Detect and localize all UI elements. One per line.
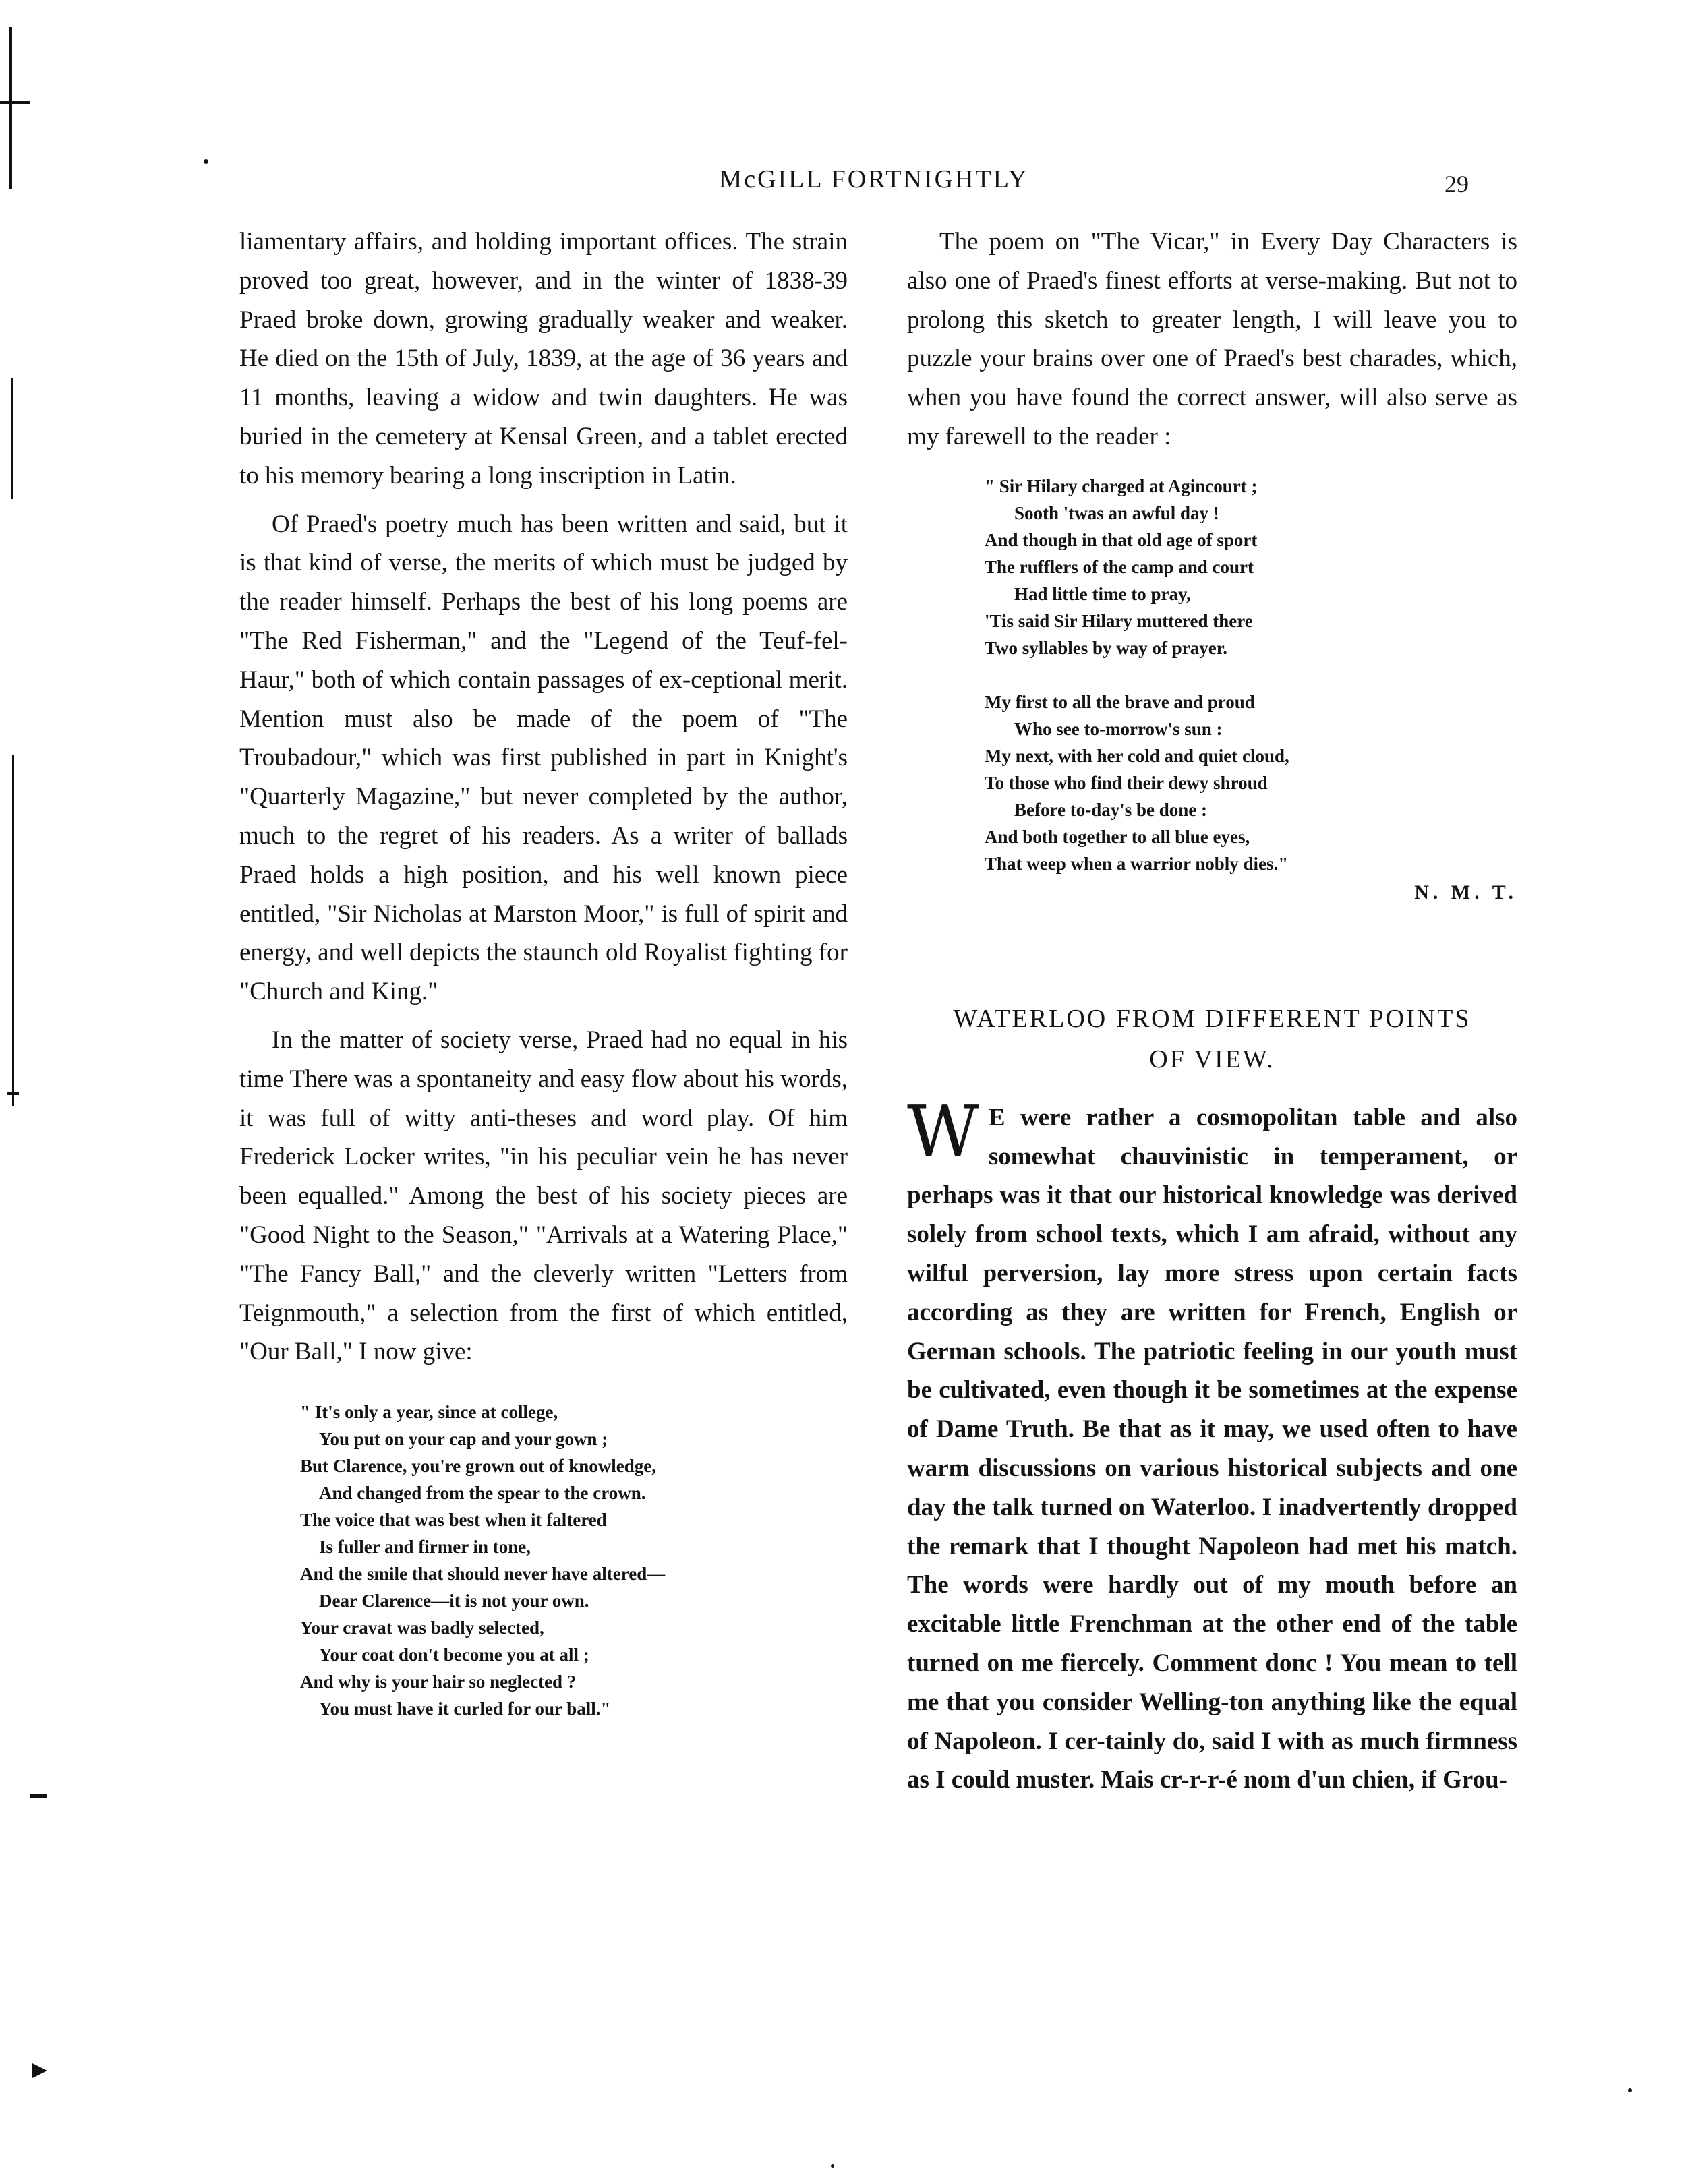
author-signature: N. M. T. xyxy=(1414,881,1517,904)
verse-line: You must have it curled for our ball." xyxy=(319,1699,611,1719)
margin-arrow xyxy=(30,1794,47,1798)
verse-line: Two syllables by way of prayer. xyxy=(985,637,1228,658)
page-number: 29 xyxy=(1445,171,1469,198)
paragraph-praed-death: liamentary affairs, and holding important offices. The strain proved too great, however, and in the winter of 1838-39 Praed broke down, growing gradually weaker and weaker. He died on the 15th of July, 1839, at the age of 36 years and 11 months, leaving a widow and twin daughters. He was buried in the cemetery at Kensal Green, and a tablet erected to his memory bearing a long inscription in Latin. xyxy=(239,228,848,490)
article-title-line-2: OF VIEW. xyxy=(1149,1044,1275,1073)
article-body xyxy=(907,1090,1517,1800)
verse-line: Your coat don't become you at all ; xyxy=(319,1645,589,1665)
margin-tick xyxy=(0,101,30,104)
verse-line: " It's only a year, since at college, xyxy=(300,1402,558,1423)
verse-line: My next, with her cold and quiet cloud, xyxy=(985,745,1289,766)
verse-line: The rufflers of the camp and court xyxy=(985,556,1254,577)
verse-line: Who see to-morrow's sun : xyxy=(1014,718,1223,739)
verse-line: To those who find their dewy shroud xyxy=(985,772,1268,793)
left-column xyxy=(239,223,848,1722)
verse-line: And changed from the spear to the crown. xyxy=(319,1483,646,1504)
verse-line: Sooth 'twas an awful day ! xyxy=(1014,502,1219,523)
verse-line: Dear Clarence—it is not your own. xyxy=(319,1591,589,1612)
right-column xyxy=(907,223,1517,1800)
article-title xyxy=(907,999,1517,1080)
verse-line: Had little time to pray, xyxy=(1014,583,1191,604)
verse-line: 'Tis said Sir Hilary muttered there xyxy=(985,610,1253,631)
verse-line: And why is your hair so neglected ? xyxy=(300,1672,577,1692)
margin-rule-mid xyxy=(11,378,13,499)
margin-rule-top xyxy=(9,27,12,189)
margin-triangle xyxy=(32,2063,47,2078)
verse-line: Your cravat was badly selected, xyxy=(300,1618,544,1639)
poem-our-ball xyxy=(300,1398,848,1722)
verse-line: My first to all the brave and proud xyxy=(985,691,1255,712)
verse-line: But Clarence, you're grown out of knowledge, xyxy=(300,1456,657,1477)
margin-dash xyxy=(7,1092,19,1095)
margin-rule-lower xyxy=(12,755,14,1106)
paragraph-society-verse: In the matter of society verse, Praed had no equal in his time There was a spontaneity and easy flow about his words, it was full of witty anti-theses and word play. Of him Frederick Locker writes, "in his peculiar vein he has never been equalled." Among the best of his society pieces are "Good Night to the Season," "Arrivals at a Watering Place," "The Fancy Ball," and the cleverly written "Letters from Teignmouth," a selection from the first of which entitled, "Our Ball," I now give: xyxy=(239,1026,848,1366)
verse-line: And the smile that should never have altered— xyxy=(300,1564,666,1585)
verse-line: That weep when a warrior nobly dies." xyxy=(985,853,1289,874)
stanza-gap xyxy=(985,661,1517,688)
drop-cap: W xyxy=(907,1090,979,1173)
speck-dot-right xyxy=(1628,2088,1632,2092)
paragraph-waterloo: E were rather a cosmopolitan table and also somewhat chauvinistic in temperament, or perhaps was it that our historical knowledge was derived solely from school texts, which I am afraid, without any wilful perversion, lay more stress upon certain facts according as they are written for French, English or German schools. The patriotic feeling in our youth must be cultivated, even though it be sometimes at the expense of Dame Truth. Be that as it may, we used often to have warm discussions on various historical subjects and one day the talk turned on Waterloo. I inadvertently dropped the remark that I thought Napoleon had met his match. The words were hardly out of my mouth before an excitable little Frenchman at the other end of the table turned on me fiercely. Comment donc ! You mean to tell me that you consider Welling-ton anything like the equal of Napoleon. I cer-tainly do, said I with as much firmness as I could muster. Mais cr-r-r-é nom d'un chien, if Grou- xyxy=(907,1103,1517,1794)
speck-dot-bottom xyxy=(831,2164,834,2168)
verse-line: And though in that old age of sport xyxy=(985,529,1258,550)
verse-line: Before to-day's be done : xyxy=(1014,799,1207,820)
paragraph-praed-poetry: Of Praed's poetry much has been written and said, but it is that kind of verse, the merits of which must be judged by the reader himself. Perhaps the best of his long poems are "The Red Fisherman," and the "Legend of the Teuf-fel-Haur," both of which contain passages of ex-ceptional merit. Mention must also be made of the poem of "The Troubadour," which was first published in part in Knight's "Quarterly Magazine," but never completed by the author, much to the regret of his readers. As a writer of ballads Praed holds a high position, and his well known piece entitled, "Sir Nicholas at Marston Moor," is full of spirit and energy, and well depicts the staunch old Royalist fighting for "Church and King." xyxy=(239,510,848,1006)
speck-dot xyxy=(204,159,208,164)
article-title-line-1: WATERLOO FROM DIFFERENT POINTS xyxy=(953,1004,1471,1033)
verse-line: You put on your cap and your gown ; xyxy=(319,1429,608,1450)
charade-poem xyxy=(985,473,1517,877)
verse-line: Is fuller and firmer in tone, xyxy=(319,1537,531,1558)
verse-line: And both together to all blue eyes, xyxy=(985,826,1250,847)
running-title: McGILL FORTNIGHTLY xyxy=(719,165,1029,194)
verse-line: " Sir Hilary charged at Agincourt ; xyxy=(985,475,1258,496)
paragraph-vicar: The poem on "The Vicar," in Every Day Characters is also one of Praed's finest efforts at verse-making. But not to prolong this sketch to greater length, I will leave you to puzzle your brains over one of Praed's best charades, which, when you have found the correct answer, will also serve as my farewell to the reader : xyxy=(907,228,1517,450)
verse-line: The voice that was best when it faltered xyxy=(300,1510,607,1531)
